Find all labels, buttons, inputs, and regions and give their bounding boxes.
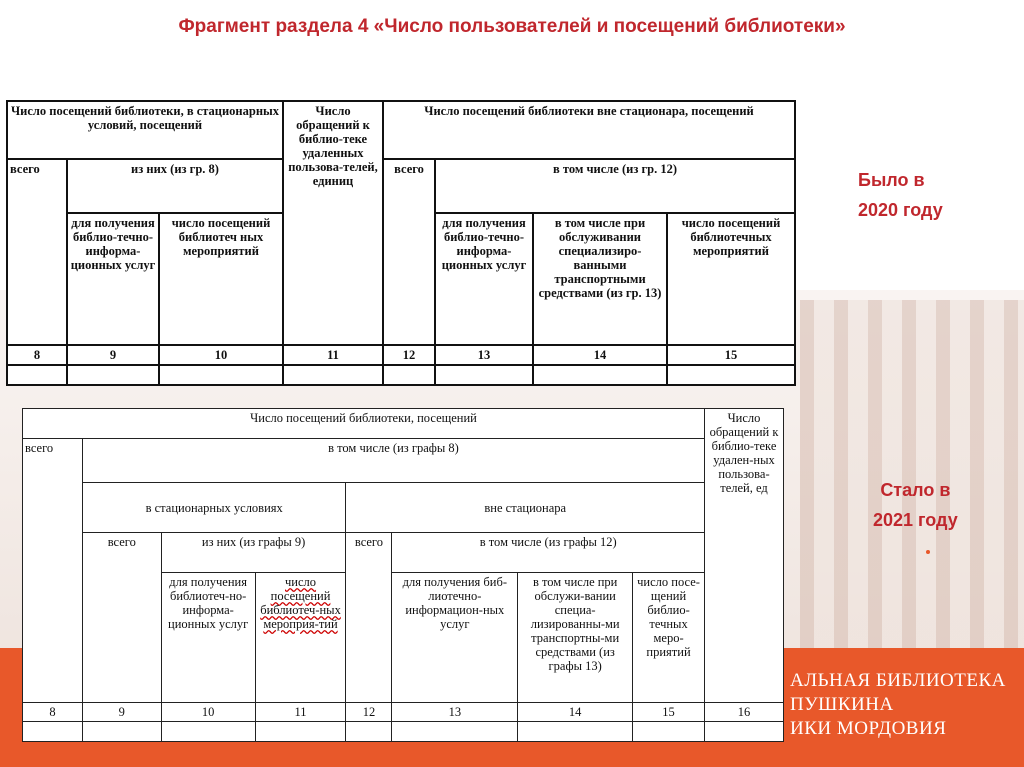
t1-empty-cell xyxy=(435,365,533,385)
form-table-2020 xyxy=(6,100,796,386)
t2-header-including-8: в том числе (из графы 8) xyxy=(82,439,704,483)
t2-empty-cell xyxy=(705,722,784,742)
t2-empty-cell xyxy=(82,722,161,742)
t1-header-stationary: Число посещений библиотеки, в стационарных условий, посещений xyxy=(7,101,283,159)
t2-header-outside: вне стационара xyxy=(346,483,705,533)
t1-header-transport: в том числе при обслуживании специализиро-ванными транспортными средствами (из гр. 13) xyxy=(533,213,667,345)
t2-col-number: 15 xyxy=(633,703,705,722)
t1-header-events-2: число посещений библиотечных мероприятий xyxy=(667,213,795,345)
t2-empty-cell xyxy=(633,722,705,742)
t2-header-of-9: из них (из графы 9) xyxy=(161,533,346,573)
t2-header-stationary: в стационарных условиях xyxy=(82,483,346,533)
slide-title: Фрагмент раздела 4 «Число пользователей и посещений библиотеки» xyxy=(178,16,846,37)
t1-empty-cell xyxy=(7,365,67,385)
t2-header-events-2: число посе-щений библио-течных меро-приятий xyxy=(633,573,705,703)
t1-header-total: всего xyxy=(7,159,67,345)
t2-empty-cell xyxy=(255,722,346,742)
t1-header-events: число посещений библиотеч ных мероприятий xyxy=(159,213,283,345)
t1-header-requests: Число обращений к библио-теке удаленных пользова-телей, единиц xyxy=(283,101,383,345)
t2-col-number: 14 xyxy=(518,703,633,722)
t2-header-info-services: для получения библиотеч-но-информа-ционных услуг xyxy=(161,573,255,703)
note-2021-line1: Стало в xyxy=(880,480,951,500)
t2-header-requests xyxy=(705,409,784,703)
t1-empty-cell xyxy=(383,365,435,385)
t1-col-number: 10 xyxy=(159,345,283,365)
t2-col-number: 12 xyxy=(346,703,392,722)
form-table-2021 xyxy=(22,408,784,742)
t2-empty-cell xyxy=(23,722,83,742)
t1-col-number: 8 xyxy=(7,345,67,365)
t2-col-number: 10 xyxy=(161,703,255,722)
decor-dot xyxy=(926,550,930,554)
t2-col-number: 13 xyxy=(392,703,518,722)
t1-empty-cell xyxy=(283,365,383,385)
t2-header-events: число посещений библиотеч-ных мероприя-тий xyxy=(255,573,346,703)
t1-col-number: 9 xyxy=(67,345,159,365)
note-2021-line2: 2021 году xyxy=(873,510,958,530)
banner-line-3: ИКИ МОРДОВИЯ xyxy=(790,718,947,739)
t2-header-total-12: всего xyxy=(346,533,392,703)
t2-header-total: всего xyxy=(23,439,83,703)
banner-line-1: АЛЬНАЯ БИБЛИОТЕКА xyxy=(790,670,1006,691)
t2-header-total-9: всего xyxy=(82,533,161,703)
t2-header-requests-text: Число обращений к библио-теке удален-ных пользова-телей, ед xyxy=(709,411,779,495)
note-2021 xyxy=(873,475,958,535)
banner-line-2: ПУШКИНА xyxy=(790,694,894,715)
t2-empty-cell xyxy=(346,722,392,742)
t2-col-number: 8 xyxy=(23,703,83,722)
t1-header-info-services-2: для получения библио-течно-информа-ционных услуг xyxy=(435,213,533,345)
t1-header-outside: Число посещений библиотеки вне стационара, посещений xyxy=(383,101,795,159)
t1-col-number: 15 xyxy=(667,345,795,365)
t1-empty-cell xyxy=(159,365,283,385)
t2-header-including-12: в том числе (из графы 12) xyxy=(392,533,705,573)
t2-header-transport: в том числе при обслужи-вании специа-лизированны-ми транспортны-ми средствами (из графы 13) xyxy=(518,573,633,703)
t1-empty-cell xyxy=(67,365,159,385)
t1-header-info-services: для получения библио-течно-информа-ционных услуг xyxy=(67,213,159,345)
t1-col-number: 12 xyxy=(383,345,435,365)
t2-empty-cell xyxy=(392,722,518,742)
t1-empty-cell xyxy=(667,365,795,385)
note-2020-line1: Было в xyxy=(858,170,925,190)
t2-empty-cell xyxy=(518,722,633,742)
t1-header-including: в том числе (из гр. 12) xyxy=(435,159,795,213)
t2-col-number: 9 xyxy=(82,703,161,722)
t2-empty-cell xyxy=(161,722,255,742)
t1-header-total2: всего xyxy=(383,159,435,345)
t1-empty-cell xyxy=(533,365,667,385)
t1-header-of-them: из них (из гр. 8) xyxy=(67,159,283,213)
t2-col-number: 11 xyxy=(255,703,346,722)
t2-header-visits: Число посещений библиотеки, посещений xyxy=(23,409,705,439)
t1-col-number: 13 xyxy=(435,345,533,365)
t2-col-number: 16 xyxy=(705,703,784,722)
note-2020 xyxy=(858,165,943,225)
note-2020-line2: 2020 году xyxy=(858,200,943,220)
t1-col-number: 11 xyxy=(283,345,383,365)
t2-header-info-services-2: для получения биб-лиотечно-информацион-ных услуг xyxy=(392,573,518,703)
t1-col-number: 14 xyxy=(533,345,667,365)
